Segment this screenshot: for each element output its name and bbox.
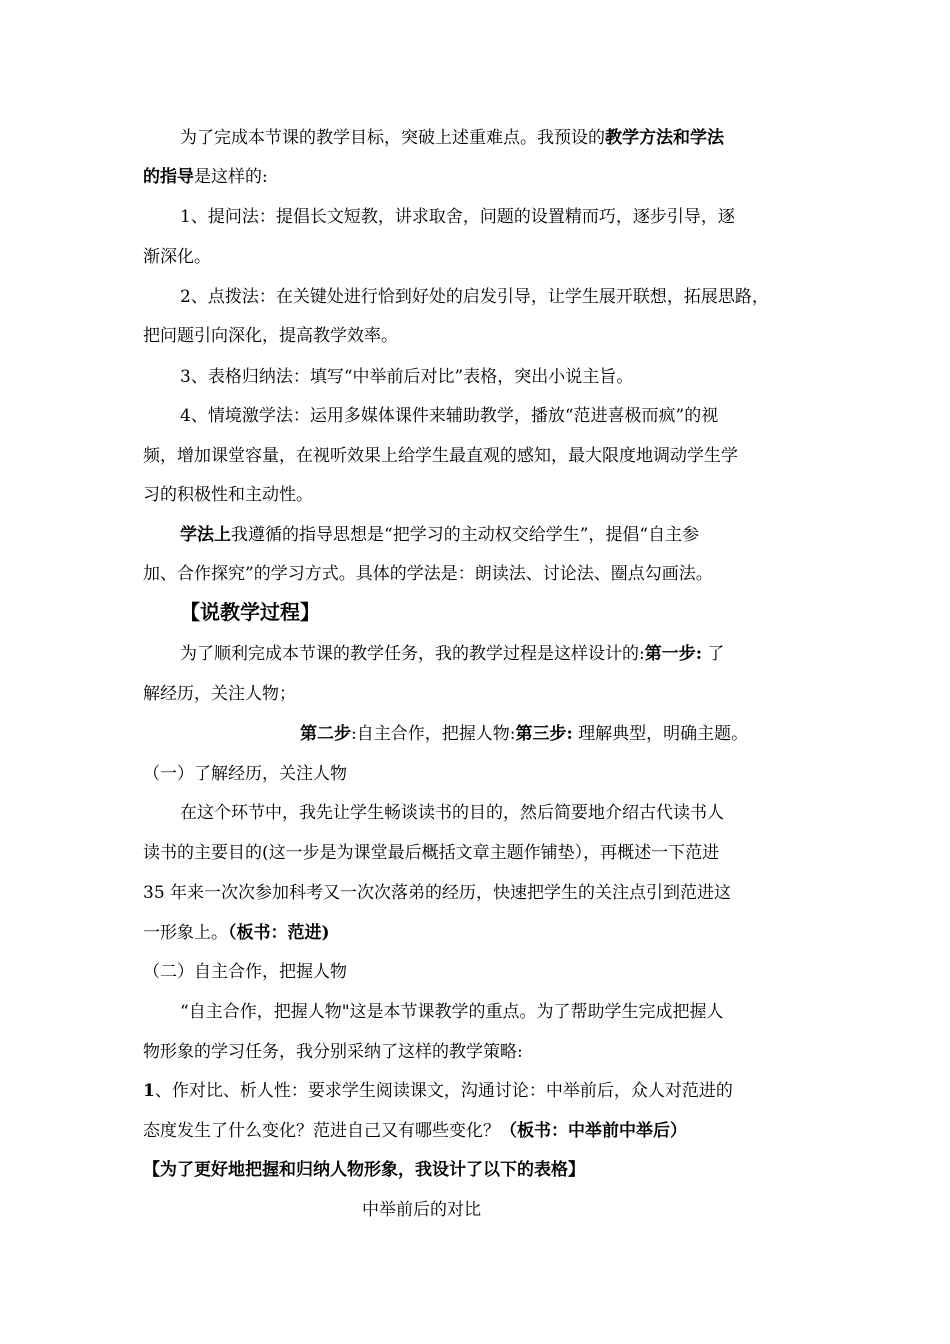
method4-line-2: 频，增加课堂容量，在视听效果上给学生最直观的感知，最大限度地调动学生学 — [143, 446, 738, 466]
method4-line-3: 习的积极性和主动性。 — [143, 485, 313, 505]
intro-line-2: 的指导是这样的: — [143, 167, 268, 187]
sub2-line-2: 物形象的学习任务，我分别采纳了这样的教学策略: — [143, 1042, 523, 1062]
strategy-line-1: 1、作对比、析人性：要求学生阅读课文，沟通讨论：中举前后，众人对范进的 — [143, 1081, 733, 1101]
method1-line-1: 1、提问法：提倡长文短教，讲求取舍，问题的设置精而巧，逐步引导，逐 — [180, 207, 735, 227]
method1-line-2: 渐深化。 — [143, 247, 211, 267]
sub1-line-4: 一形象上。（板书：范进) — [143, 923, 330, 943]
sub2-line-1: “自主合作，把握人物"这是本节课教学的重点。为了帮助学生完成把握人 — [180, 1002, 724, 1022]
process-line-2: 解经历，关注人物； — [143, 684, 296, 704]
sub1-line-1: 在这个环节中，我先让学生畅谈读书的目的，然后简要地介绍古代读书人 — [180, 803, 724, 823]
study-line-1: 学法上我遵循的指导思想是“把学习的主动权交给学生”，提倡“自主参 — [180, 525, 700, 545]
sub1-line-2: 读书的主要目的(这一步是为课堂最后概括文章主题作铺垫），再概述一下范进 — [143, 843, 720, 863]
method2-line-2: 把问题引向深化，提高教学效率。 — [143, 326, 398, 346]
intro-line-1: 为了完成本节课的教学目标，突破上述重难点。我预设的教学方法和学法 — [180, 128, 724, 148]
strategy-line-2: 态度发生了什么变化？范进自己又有哪些变化？（板书：中举前中举后） — [143, 1121, 687, 1141]
table-note: 【为了更好地把握和归纳人物形象，我设计了以下的表格】 — [143, 1160, 585, 1180]
process-line-3: 第二步:自主合作，把握人物:第三步: 理解典型，明确主题。 — [300, 724, 749, 744]
study-line-2: 加、合作探究”的学习方式。具体的学法是：朗读法、讨论法、圈点勾画法。 — [143, 564, 713, 584]
process-line-1: 为了顺利完成本节课的教学任务，我的教学过程是这样设计的:第一步: 了 — [180, 644, 725, 664]
section-heading: 【说教学过程】 — [180, 600, 320, 624]
method3-line-1: 3、表格归纳法：填写“中举前后对比”表格，突出小说主旨。 — [180, 367, 634, 387]
sub1-title: （一）了解经历，关注人物 — [143, 764, 347, 784]
sub1-line-3: 35 年来一次次参加科考又一次次落弟的经历，快速把学生的关注点引到范进这 — [143, 883, 732, 903]
method2-line-1: 2、点拨法：在关键处进行恰到好处的启发引导，让学生展开联想，拓展思路， — [180, 287, 769, 307]
method4-line-1: 4、情境激学法：运用多媒体课件来辅助教学，播放“范进喜极而疯”的视 — [180, 406, 719, 426]
table-caption: 中举前后的对比 — [362, 1200, 481, 1220]
sub2-title: （二）自主合作，把握人物 — [143, 962, 347, 982]
